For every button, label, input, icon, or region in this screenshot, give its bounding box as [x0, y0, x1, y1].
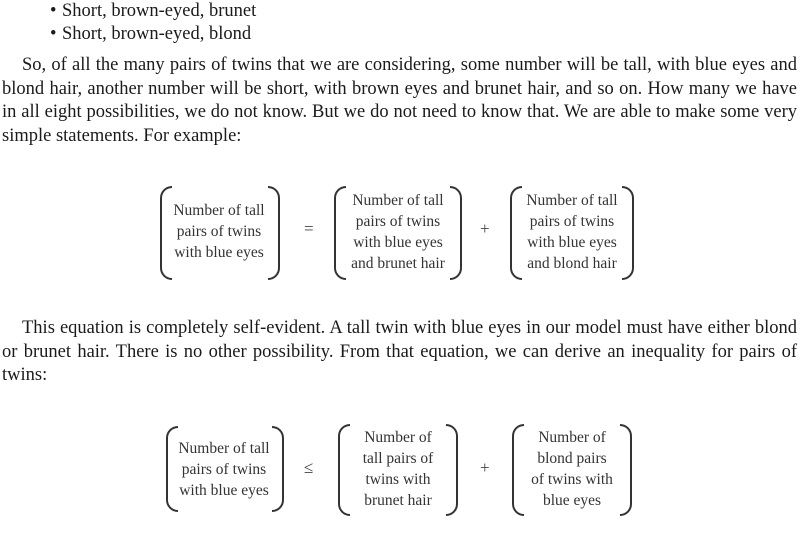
right-paren-icon — [622, 186, 634, 280]
equation-2-middle-term — [346, 427, 450, 511]
bullet-text: Short, brown-eyed, blond — [62, 24, 252, 44]
left-paren-icon — [334, 186, 346, 280]
plus-sign: + — [480, 458, 490, 477]
equals-sign: = — [304, 219, 314, 238]
equation-2-left-term — [172, 438, 276, 501]
paragraph-intro-text: So, of all the many pairs of twins that we are considering, some number will be tall, with blue eyes and blond hair, another number will be short, with brown eyes and brunet hair, and so on. How many we have in all eight possibilities, we do not know. But we do not need to know that. We are able to make some very simple statements. For example: — [2, 55, 797, 146]
equation-1-left-term — [168, 200, 270, 263]
term-line: Number of tall — [173, 202, 265, 219]
bullet-dot-icon: • — [50, 24, 57, 44]
term-line: of twins with — [531, 471, 613, 488]
term-line: with blue eyes — [527, 234, 617, 251]
bullet-item — [50, 23, 256, 46]
term-line: tall pairs of — [362, 450, 434, 467]
right-paren-icon — [450, 186, 462, 280]
plus-sign: + — [480, 219, 490, 238]
term-line: pairs of twins — [355, 213, 441, 230]
paragraph-explanation — [2, 317, 797, 388]
paragraph-explanation-text: This equation is completely self-evident. A tall twin with blue eyes in our model must have either blond or brunet hair. There is no other possibility. From that equation, we can derive an inequality for pairs of twins: — [2, 318, 797, 386]
bullet-dot-icon: • — [50, 1, 57, 21]
paragraph-intro — [2, 54, 797, 148]
term-line: with blue eyes — [179, 482, 269, 499]
left-paren-icon — [512, 424, 524, 516]
term-line: with blue eyes — [174, 244, 264, 261]
term-line: Number of tall — [178, 440, 270, 457]
term-line: and brunet hair — [351, 255, 445, 272]
left-paren-icon — [510, 186, 522, 280]
term-line: with blue eyes — [353, 234, 443, 251]
bullet-list — [50, 0, 256, 46]
term-line: Number of — [538, 429, 606, 446]
left-paren-icon — [166, 426, 178, 512]
term-line: Number of tall — [352, 192, 444, 209]
term-line: pairs of twins — [181, 461, 267, 478]
term-line: Number of — [364, 429, 432, 446]
bullet-item — [50, 0, 256, 23]
equation-1-middle-term — [342, 190, 454, 274]
equation-1-right-term — [516, 190, 628, 274]
right-paren-icon — [268, 186, 280, 280]
left-paren-icon — [160, 186, 172, 280]
term-line: pairs of twins — [529, 213, 615, 230]
right-paren-icon — [446, 424, 458, 516]
term-line: and blond hair — [527, 255, 617, 272]
equation-2-right-term — [520, 427, 624, 511]
term-line: blue eyes — [542, 492, 602, 509]
term-line: twins with — [365, 471, 431, 488]
term-line: brunet hair — [364, 492, 432, 509]
less-or-equal-sign: ≤ — [304, 458, 314, 477]
term-line: Number of tall — [526, 192, 618, 209]
bullet-text: Short, brown-eyed, brunet — [62, 1, 257, 21]
left-paren-icon — [338, 424, 350, 516]
term-line: blond pairs — [537, 450, 607, 467]
right-paren-icon — [272, 426, 284, 512]
right-paren-icon — [620, 424, 632, 516]
term-line: pairs of twins — [176, 223, 262, 240]
